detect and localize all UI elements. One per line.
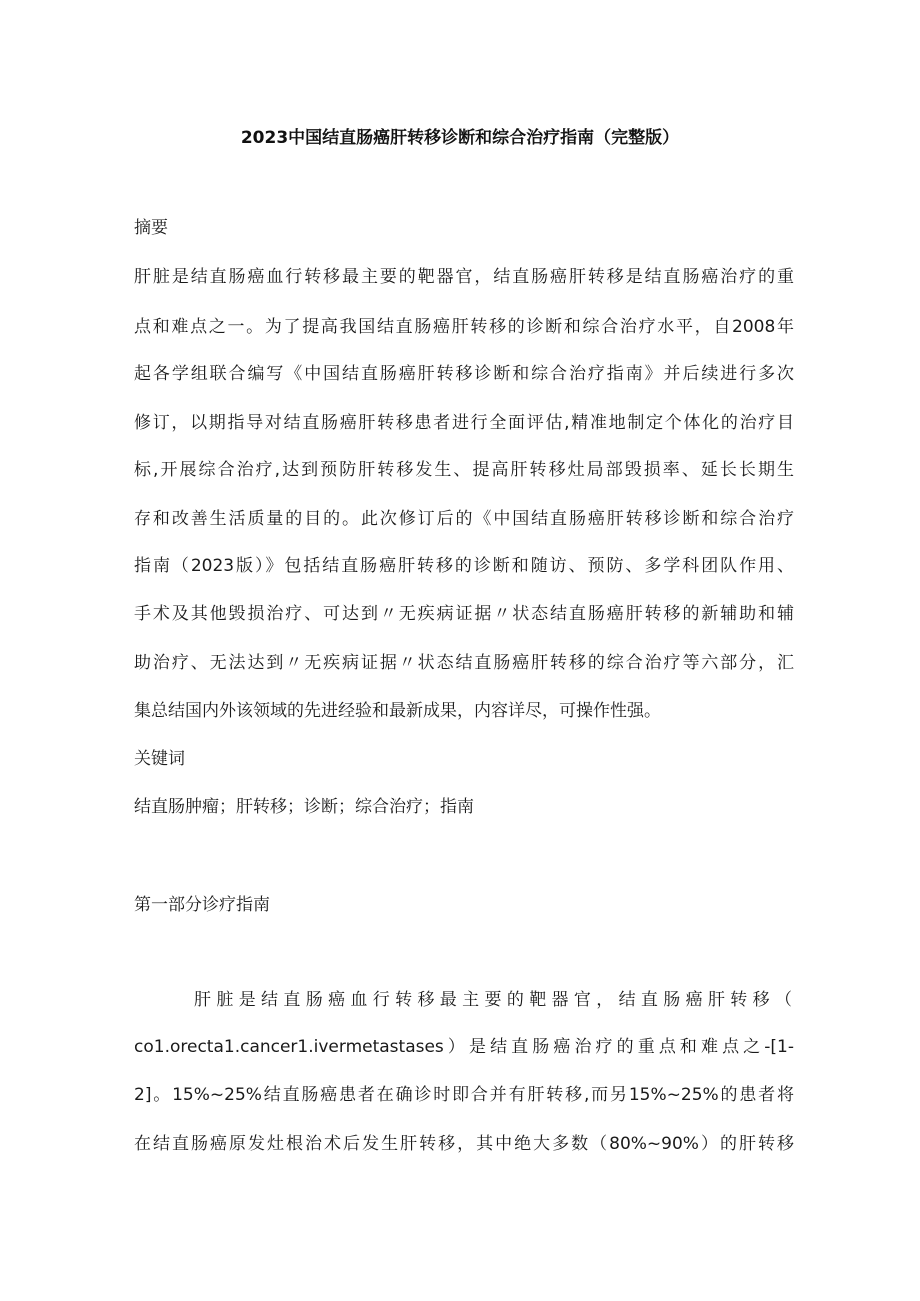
abstract-line: 修订，以期指导对结直肠癌肝转移患者进行全面评估,精准地制定个体化的治疗目 xyxy=(134,413,794,433)
abstract-line: 集总结国内外该领域的先进经验和最新成果，内容详尽，可操作性强。 xyxy=(134,701,661,721)
section-heading: 第一部分诊疗指南 xyxy=(134,895,270,915)
abstract-line: 手术及其他毁损治疗、可达到〃无疾病证据〃状态结直肠癌肝转移的新辅助和辅 xyxy=(134,604,794,624)
abstract-line: 标,开展综合治疗,达到预防肝转移发生、提高肝转移灶局部毁损率、延长长期生 xyxy=(134,460,794,480)
abstract-line: 肝脏是结直肠癌血行转移最主要的靶器官，结直肠癌肝转移是结直肠癌治疗的重 xyxy=(134,267,794,287)
body-line: 2]。15%~25%结直肠癌患者在确诊时即合并有肝转移,而另15%~25%的患者将 xyxy=(134,1085,794,1105)
abstract-line: 起各学组联合编写《中国结直肠癌肝转移诊断和综合治疗指南》并后续进行多次 xyxy=(134,364,794,384)
abstract-line: 存和改善生活质量的目的。此次修订后的《中国结直肠癌肝转移诊断和综合治疗 xyxy=(134,509,794,529)
keywords-heading: 关键词 xyxy=(134,749,185,769)
abstract-line: 指南（2023版）》包括结直肠癌肝转移的诊断和随访、预防、多学科团队作用、 xyxy=(134,556,794,576)
body-line: 在结直肠癌原发灶根治术后发生肝转移，其中绝大多数（80%~90%）的肝转移 xyxy=(134,1134,794,1154)
body-line: 肝脏是结直肠癌血行转移最主要的靶器官，结直肠癌肝转移（ xyxy=(194,990,794,1010)
abstract-heading: 摘要 xyxy=(134,218,168,238)
abstract-line: 助治疗、无法达到〃无疾病证据〃状态结直肠癌肝转移的综合治疗等六部分，汇 xyxy=(134,653,794,673)
document-title: 2023中国结直肠癌肝转移诊断和综合治疗指南（完整版） xyxy=(240,128,680,148)
body-line: co1.orecta1.cancer1.ivermetastases）是结直肠癌治疗的重点和难点之-[1- xyxy=(134,1037,794,1057)
abstract-line: 点和难点之一。为了提高我国结直肠癌肝转移的诊断和综合治疗水平，自2008年 xyxy=(134,317,794,337)
keywords-list: 结直肠肿瘤；肝转移；诊断；综合治疗；指南 xyxy=(134,797,474,817)
